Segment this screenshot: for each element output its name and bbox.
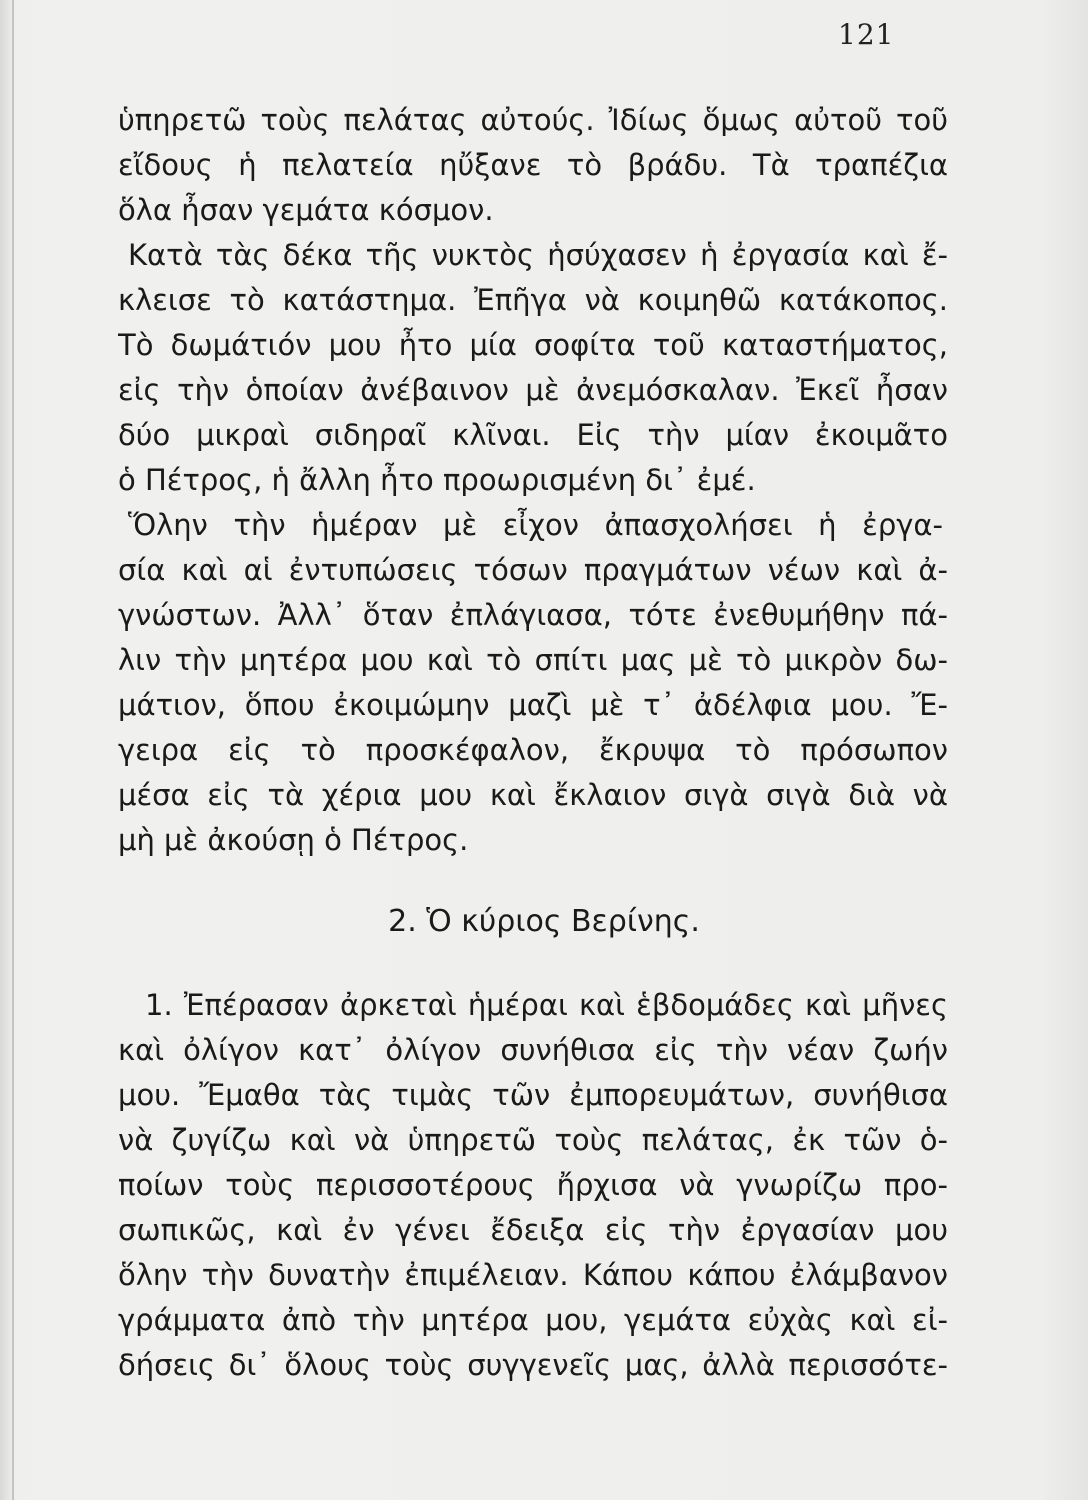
text-line: μάτιον, ὅπου ἐκοιμώμην μαζὶ μὲ τ᾿ ἀδέλφια μου. Ἔ-: [118, 688, 948, 722]
text-line: δύο μικραὶ σιδηραῖ κλῖναι. Εἰς τὴν μίαν ἐκοιμᾶτο: [118, 418, 948, 452]
text-line: γνώστων. Ἀλλ᾿ ὅταν ἐπλάγιασα, τότε ἐνεθυμήθην πά-: [118, 598, 948, 632]
page-number: 121: [838, 18, 895, 51]
text-line: ὁ Πέτρος, ἡ ἄλλη ἦτο προωρισμένη δι᾿ ἐμέ.: [118, 463, 756, 497]
text-line: ὅλα ἦσαν γεμάτα κόσμον.: [118, 193, 494, 227]
text-line: μὴ μὲ ἀκούσῃ ὁ Πέτρος.: [118, 823, 469, 857]
text-line: νὰ ζυγίζω καὶ νὰ ὑπηρετῶ τοὺς πελάτας, ἐκ τῶν ὁ-: [118, 1123, 948, 1157]
section-heading: 2. Ὁ κύριος Βερίνης.: [388, 904, 700, 939]
text-line: σωπικῶς, καὶ ἐν γένει ἔδειξα εἰς τὴν ἐργασίαν μου: [118, 1213, 948, 1247]
text-line: ὑπηρετῶ τοὺς πελάτας αὐτούς. Ἰδίως ὅμως αὐτοῦ τοῦ: [118, 103, 948, 137]
text-line: 1. Ἐπέρασαν ἀρκεταὶ ἡμέραι καὶ ἑβδομάδες καὶ μῆνες: [145, 988, 948, 1022]
text-line: καὶ ὀλίγον κατ᾿ ὀλίγον συνήθισα εἰς τὴν νέαν ζωήν: [118, 1033, 948, 1067]
text-line: Τὸ δωμάτιόν μου ἦτο μία σοφίτα τοῦ καταστήματος,: [118, 328, 948, 362]
text-line: δήσεις δι᾿ ὅλους τοὺς συγγενεῖς μας, ἀλλὰ περισσότε-: [118, 1348, 948, 1382]
text-line: κλεισε τὸ κατάστημα. Ἐπῆγα νὰ κοιμηθῶ κατάκοπος.: [118, 283, 948, 317]
text-line: γειρα εἰς τὸ προσκέφαλον, ἔκρυψα τὸ πρόσωπον: [118, 733, 948, 767]
text-line: σία καὶ αἱ ἐντυπώσεις τόσων πραγμάτων νέων καὶ ἀ-: [118, 553, 948, 587]
text-line: μου. Ἔμαθα τὰς τιμὰς τῶν ἐμπορευμάτων, συνήθισα: [118, 1078, 948, 1112]
text-line: γράμματα ἀπὸ τὴν μητέρα μου, γεμάτα εὐχὰς καὶ εἰ-: [118, 1303, 948, 1337]
text-line: Ὅλην τὴν ἡμέραν μὲ εἶχον ἀπασχολήσει ἡ ἐργα-: [128, 508, 943, 542]
binding-edge: [12, 0, 14, 1500]
text-line: ὅλην τὴν δυνατὴν ἐπιμέλειαν. Κάπου κάπου ἐλάμβανον: [118, 1258, 948, 1292]
text-line: ποίων τοὺς περισσοτέρους ἤρχισα νὰ γνωρίζω προ-: [118, 1168, 948, 1202]
text-line: λιν τὴν μητέρα μου καὶ τὸ σπίτι μας μὲ τὸ μικρὸν δω-: [118, 643, 948, 677]
text-line: εἴδους ἡ πελατεία ηὔξανε τὸ βράδυ. Τὰ τραπέζια: [118, 148, 948, 182]
text-line: Κατὰ τὰς δέκα τῆς νυκτὸς ἡσύχασεν ἡ ἐργασία καὶ ἔ-: [128, 238, 948, 272]
text-line: μέσα εἰς τὰ χέρια μου καὶ ἔκλαιον σιγὰ σιγὰ διὰ νὰ: [118, 778, 948, 812]
text-line: εἰς τὴν ὁποίαν ἀνέβαινον μὲ ἀνεμόσκαλαν. Ἐκεῖ ἦσαν: [118, 373, 948, 407]
